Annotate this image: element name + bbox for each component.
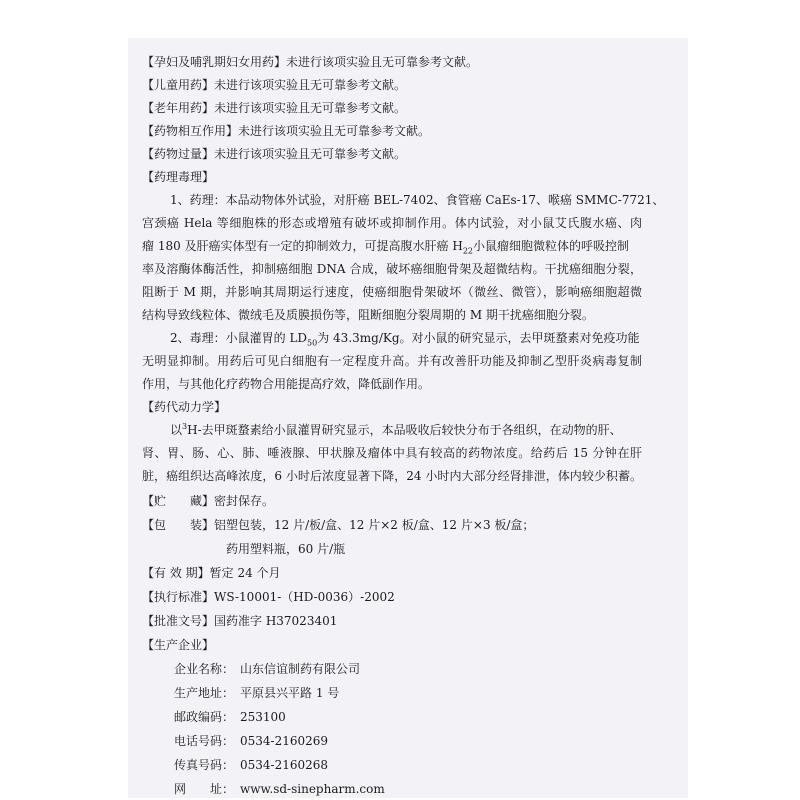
section-approval: 【批准文号】国药准字 H37023401 bbox=[142, 614, 338, 628]
section-manufacturer-title: 【生产企业】 bbox=[142, 638, 215, 652]
section-standard: 【执行标准】WS-10001-（HD-0036）-2002 bbox=[142, 590, 395, 604]
section-interaction: 【药物相互作用】未进行该项实验且无可靠参考文献。 bbox=[142, 124, 431, 138]
section-pharmacokinetics-title: 【药代动力学】 bbox=[142, 400, 227, 414]
section-pregnancy: 【孕妇及哺乳期妇女用药】未进行该项实验且无可靠参考文献。 bbox=[142, 55, 479, 69]
section-children: 【儿童用药】未进行该项实验且无可靠参考文献。 bbox=[142, 78, 407, 92]
manufacturer-address: 生产地址： 平原县兴平路 1 号 bbox=[174, 686, 340, 700]
section-validity: 【有 效 期】暂定 24 个月 bbox=[142, 566, 281, 580]
pharmacology-line-4: 率及溶酶体酶活性，抑制癌细胞 DNA 合成，破坏癌细胞骨架及超微结构。干扰癌细胞分裂， bbox=[142, 262, 642, 276]
section-elderly: 【老年用药】未进行该项实验且无可靠参考文献。 bbox=[142, 101, 407, 115]
pharmacology-line-3: 瘤 180 及肝癌实体型有一定的抑制效力，可提高腹水肝癌 $H_{22}$小鼠瘤细胞微粒体的呼吸控制 bbox=[142, 239, 630, 256]
toxicology-line-2: 无明显抑制。用药后可见白细胞有一定程度升高。并有改善肝功能及抑制乙型肝炎病毒复制 bbox=[142, 354, 642, 368]
toxicology-line-1: 2、毒理：小鼠灌胃的 $LD_{50}$为 43.3mg/Kg。对小鼠的研究显示，去甲斑蝥素对免疫功能 bbox=[170, 331, 640, 348]
section-packaging: 【包 装】铝塑包装，12 片/板/盒、12 片×2 板/盒、12 片×3 板/盒； bbox=[142, 518, 535, 532]
section-pharmacology-title: 【药理毒理】 bbox=[142, 170, 215, 184]
section-overdose: 【药物过量】未进行该项实验且无可靠参考文献。 bbox=[142, 147, 407, 161]
toxicology-line-3: 作用，与其他化疗药物合用能提高疗效，降低副作用。 bbox=[142, 377, 431, 391]
manufacturer-phone: 电话号码： 0534-2160269 bbox=[174, 734, 329, 748]
pharmacology-line-2: 宫颈癌 Hela 等细胞株的形态或增殖有破坏或抑制作用。体内试验，对小鼠艾氏腹水癌、肉 bbox=[142, 216, 642, 230]
manufacturer-name: 企业名称： 山东信谊制药有限公司 bbox=[174, 662, 361, 676]
pharmacokinetics-line-2: 肾、胃、肠、心、肺、唾液腺、甲状腺及瘤体中具有较高的药物浓度。给药后 15 分钟在肝 bbox=[142, 446, 642, 460]
manufacturer-postcode: 邮政编码： 253100 bbox=[174, 710, 286, 724]
manufacturer-website: 网 址： www.sd-sinepharm.com bbox=[174, 782, 385, 796]
pharmacokinetics-line-1: 以$^3$H-去甲斑蝥素给小鼠灌胃研究显示，本品吸收后较快分布于各组织，在动物的肝、 bbox=[170, 422, 622, 437]
pharmacokinetics-line-3: 脏，癌组织达高峰浓度，6 小时后浓度显著下降，24 小时内大部分经肾排泄，体内较少积蓄。 bbox=[142, 469, 642, 483]
pharmacology-line-5: 阻断于 M 期，并影响其周期运行速度，使癌细胞骨架破坏（微丝、微管），影响癌细胞超微 bbox=[142, 285, 642, 299]
pharmacology-line-6: 结构导致线粒体、微绒毛及质膜损伤等，阻断细胞分裂周期的 M 期干扰癌细胞分裂。 bbox=[142, 308, 594, 322]
manufacturer-fax: 传真号码： 0534-2160268 bbox=[174, 758, 329, 772]
pharmacology-line-1: 1、药理：本品动物体外试验，对肝癌 BEL-7402、食管癌 CaEs-17、喉癌 SMMC-7721、 bbox=[170, 193, 665, 207]
packaging-line-2: 药用塑料瓶，60 片/瓶 bbox=[226, 542, 346, 556]
section-storage: 【贮 藏】密封保存。 bbox=[142, 494, 275, 508]
